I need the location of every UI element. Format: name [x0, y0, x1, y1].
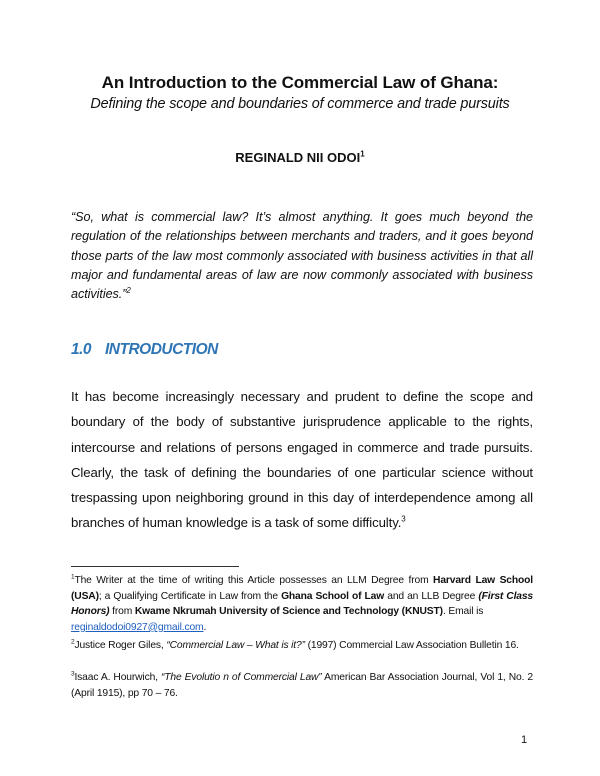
- quote-text: “So, what is commercial law? It’s almost anything. It goes much beyond the regulation of the relationships between merchants and traders, and it goes beyond those parts of the law most commonly associated with business activities in that all major and fundamental areas of law are now commonly associated with business activities.”: [71, 210, 533, 302]
- email-link[interactable]: reginaldodoi0927@gmail.com: [71, 621, 204, 633]
- institution-ghana-school-of-law: Ghana School of Law: [281, 590, 385, 602]
- footnote-ref-1[interactable]: 1: [360, 149, 365, 159]
- section-title: INTRODUCTION: [105, 341, 218, 358]
- footnote-number: 1: [71, 573, 75, 581]
- footnote-text: (1997) Commercial Law Association Bulletin 16.: [304, 640, 519, 651]
- cited-title: “Commercial Law – What is it?”: [166, 640, 305, 651]
- footnote-text: and an LLB Degree: [384, 590, 479, 602]
- footnote-text: ; a Qualifying Certificate in Law from the: [98, 590, 282, 602]
- institution-knust: Kwame Nkrumah University of Science and Technology (KNUST): [134, 606, 443, 618]
- footnote-text: .: [203, 621, 207, 633]
- footnote-ref-3[interactable]: 3: [401, 515, 406, 525]
- paper-subtitle: Defining the scope and boundaries of commerce and trade pursuits: [90, 96, 510, 112]
- institution-harvard: Harvard Law School (USA): [71, 575, 534, 602]
- footnote-number: 3: [71, 670, 75, 678]
- footnote-ref-2[interactable]: 2: [126, 286, 131, 295]
- footnote-3: [71, 670, 533, 701]
- paper-title: An Introduction to the Commercial Law of Ghana:: [101, 73, 499, 92]
- section-number: 1.0: [71, 341, 92, 358]
- footnote-text: Justice Roger Giles,: [74, 640, 167, 651]
- footnote-number: 2: [71, 638, 75, 646]
- intro-paragraph: [71, 384, 533, 536]
- footnote-text: . Email is: [442, 606, 484, 618]
- section-heading: [71, 341, 218, 359]
- epigraph-quote: [71, 208, 533, 304]
- footnote-separator: [71, 566, 239, 567]
- footnote-text: American Bar Association Journal, Vol 1, No. 2 (April 1915), pp 70 – 76.: [71, 672, 533, 699]
- footnote-text: from: [109, 606, 135, 618]
- footnote-2: [71, 638, 533, 654]
- paragraph-text: It has become increasingly necessary and prudent to define the scope and boundary of the body of substantive jurisprudence applicable to the rights, intercourse and relations of persons engaged in commerce and trade pursuits. Clearly, the task of defining the boundaries of one particular science without trespassing upon neighboring ground in this day of interdependence among all branches of human knowledge is a task of some difficulty.: [71, 389, 533, 531]
- page-number: 1: [521, 734, 528, 746]
- footnote-text: The Writer at the time of writing this Article possesses an LLM Degree from: [74, 575, 434, 586]
- author-line: [0, 150, 600, 165]
- author-name: REGINALD NII ODOI: [235, 150, 361, 165]
- footnote-text: Isaac A. Hourwich,: [74, 672, 161, 683]
- degree-honors: (First Class Honors): [71, 590, 534, 618]
- cited-title: “The Evolutio n of Commercial Law”: [160, 672, 322, 683]
- footnote-1: [71, 573, 533, 635]
